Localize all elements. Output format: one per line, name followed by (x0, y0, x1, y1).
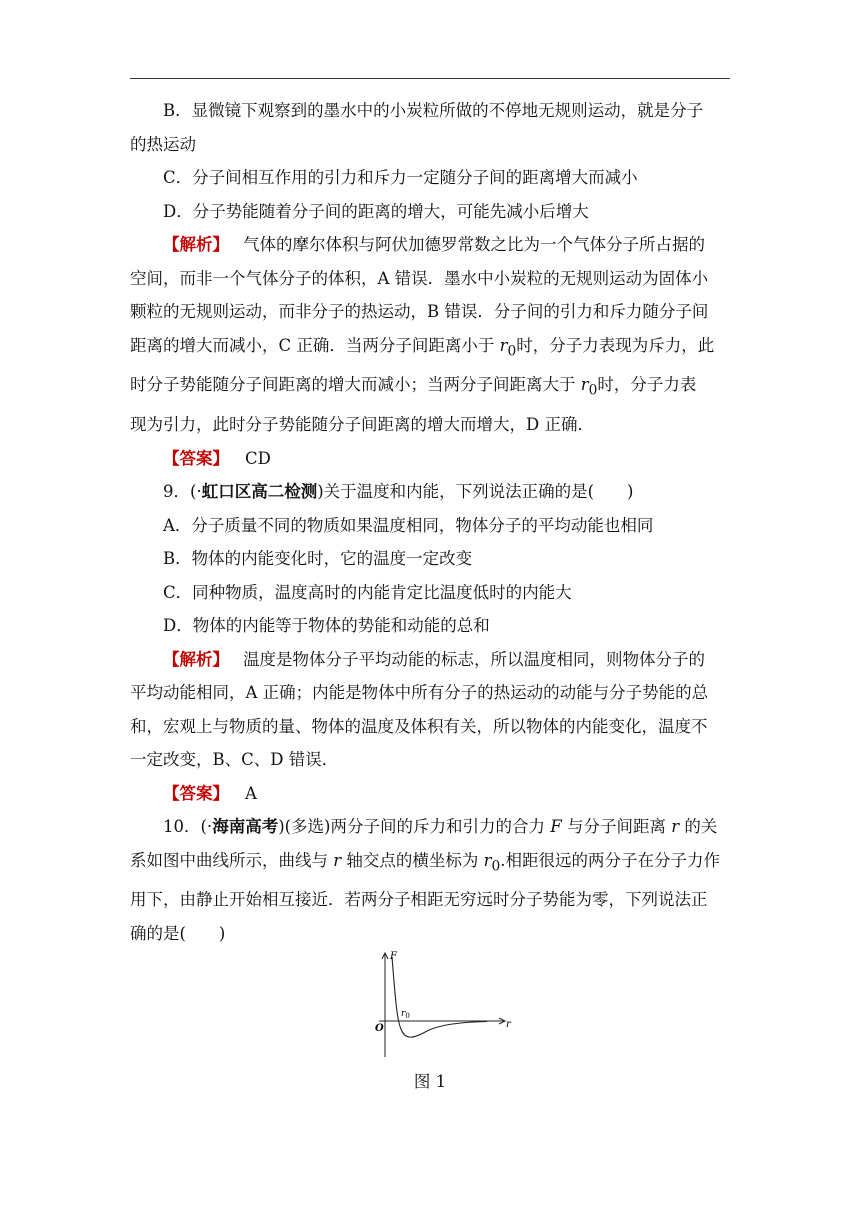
q8-option-b-line1: B．显微镜下观察到的墨水中的小炭粒所做的不停地无规则运动，就是分子 (163, 101, 704, 120)
q9-option-a: A．分子质量不同的物质如果温度相同，物体分子的平均动能也相同 (163, 515, 654, 535)
q10-stem-line1: 10．(·海南高考)(多选)两分子间的斥力和引力的合力 F 与分子间距离 r 的关 (163, 817, 718, 837)
analysis-tag: 【解析】 (163, 649, 229, 669)
q9-stem: 9．(·虹口区高二检测)关于温度和内能，下列说法正确的是( ) (163, 482, 634, 502)
answer-tag: 【答案】 (163, 783, 229, 803)
q9-analysis-line2: 平均动能相同，A 正确；内能是物体中所有分子的热运动的动能与分子势能的总 (130, 683, 709, 703)
q9-analysis-line4: 一定改变，B、C、D 错误． (130, 750, 339, 770)
q8-analysis-line1: 【解析】 气体的摩尔体积与阿伏加德罗常数之比为一个气体分子所占据的 (163, 235, 705, 254)
q9-analysis-line1: 【解析】 温度是物体分子平均动能的标志，所以温度相同，则物体分子的 (163, 649, 705, 669)
q8-analysis-line5: 时分子势能随分子间距离的增大而减小；当两分子间距离大于 $r_0$时，分子力表 (130, 375, 697, 399)
q10-stem-line2: 系如图中曲线所示，曲线与 r 轴交点的横坐标为 $r_0$.相距很远的两分子在分子力作 (130, 850, 721, 874)
q8-analysis-line2: 空间，而非一个气体分子的体积，A 错误．墨水中小炭粒的无规则运动为固体小 (130, 268, 709, 288)
q9-analysis-line3: 和，宏观上与物质的量、物体的温度及体积有关，所以物体的内能变化，温度不 (130, 716, 708, 736)
force-curve (392, 957, 487, 1037)
q10-stem-line4: 确的是( ) (130, 923, 226, 943)
y-axis-label: F (390, 951, 397, 962)
q10-source: 海南高考 (212, 817, 279, 837)
q9-option-b: B．物体的内能变化时，它的温度一定改变 (163, 549, 473, 569)
q8-option-c: C．分子间相互作用的引力和斥力一定随分子间的距离增大而减小 (163, 168, 638, 187)
q9-option-d: D．物体的内能等于物体的势能和动能的总和 (163, 616, 490, 636)
q8-option-d: D．分子势能随着分子间的距离的增大，可能先减小后增大 (163, 201, 589, 221)
header-rule (130, 78, 730, 79)
q9-answer (130, 777, 730, 811)
analysis-tag: 【解析】 (163, 235, 229, 254)
origin-label: O (375, 1023, 384, 1034)
answer-tag: 【答案】 (163, 448, 229, 468)
x-axis-label: r (506, 1019, 511, 1030)
r0-label: $r_0$ (401, 1009, 410, 1020)
q8-answer (130, 442, 730, 476)
figure-caption: 图 1 (413, 1072, 447, 1091)
q9-answer-value: A (245, 783, 257, 803)
q9-source: 虹口区高二检测 (201, 482, 318, 502)
q9-option-c: C．同种物质，温度高时的内能肯定比温度低时的内能大 (163, 582, 572, 602)
page-content (130, 94, 730, 950)
q10-stem-line3: 用下，由静止开始相互接近．若两分子相距无穷远时分子势能为零，下列说法正 (130, 890, 708, 910)
q8-analysis-line4: 距离的增大而减小，C 正确．当两分子间距离小于 $r_0$时，分子力表现为斥力，此 (130, 335, 715, 359)
q8-answer-value: CD (245, 448, 271, 468)
q8-option-b-line2: 的热运动 (130, 134, 196, 154)
q8-analysis-line6: 现为引力，此时分子势能随分子间距离的增大而增大，D 正确． (130, 415, 594, 435)
force-distance-figure (365, 945, 515, 1060)
q8-analysis-line3: 颗粒的无规则运动，而非分子的热运动，B 错误．分子间的引力和斥力随分子间 (130, 302, 709, 321)
